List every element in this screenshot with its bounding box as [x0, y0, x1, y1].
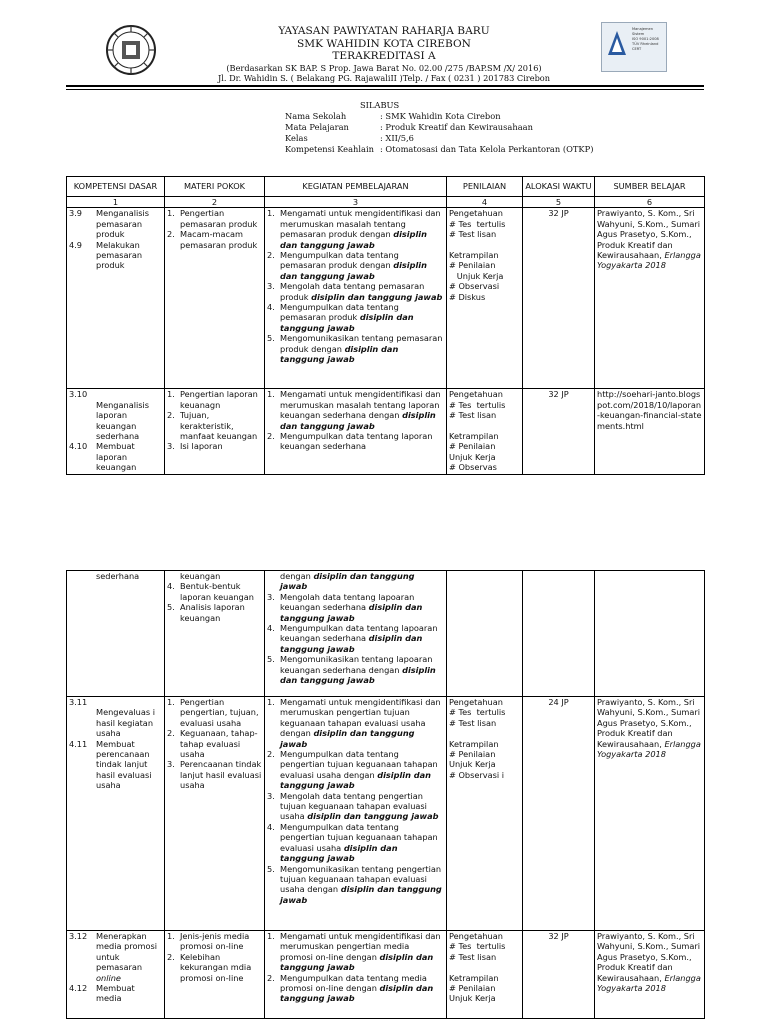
cert-line: ISO 9001:2008 — [632, 37, 659, 41]
assessment-line: # Test lisan — [449, 410, 497, 421]
assessment-line — [449, 240, 520, 250]
assessment-line: # Diskus — [449, 291, 486, 302]
assessment-line — [449, 421, 520, 431]
materi-cell — [165, 697, 265, 931]
list-item — [167, 581, 262, 602]
item-number: 3.12 — [69, 931, 88, 941]
assessment-line: Pengetahuan — [449, 208, 503, 219]
assessment-line: Pengetahuan — [449, 697, 503, 707]
item-number: 4.10 — [69, 441, 88, 452]
syllabus-table-2 — [66, 570, 705, 1019]
list-item — [267, 931, 444, 973]
table-row — [67, 389, 705, 475]
item-number: 3. — [167, 759, 175, 770]
cert-line: CERT — [632, 47, 642, 51]
list-item — [167, 697, 262, 728]
item-text: Mengumpulkan data tentang pemasaran produk disiplin dan tanggung jawab — [280, 302, 414, 333]
item-number: 5. — [267, 863, 275, 874]
item-number: 3.10 — [69, 389, 88, 400]
item-emphasis: disiplin dan tanggung jawab — [280, 769, 431, 791]
materi-cell — [165, 931, 265, 1019]
col-number: 6 — [595, 197, 705, 208]
sumber-cell — [595, 208, 705, 389]
item-text: Keguanaan, tahap-tahap evaluasi usaha — [180, 728, 258, 760]
item-number: 5. — [267, 654, 275, 665]
list-item — [267, 333, 444, 364]
list-item — [167, 602, 262, 623]
list-item — [267, 749, 444, 791]
assessment-line: Unjuk Kerja — [449, 270, 504, 281]
item-number: 4. — [267, 302, 275, 313]
meta-value: : Otomatosasi dan Tata Kelola Perkantoran (OTKP) — [380, 144, 594, 154]
header-penilaian: PENILAIAN — [447, 177, 523, 197]
item-number: 2. — [167, 410, 175, 421]
col-number: 1 — [67, 197, 165, 208]
item-text: Mengevaluas i hasil kegiatan usaha — [96, 707, 156, 739]
meta-value: : Produk Kreatif dan Kewirausahaan — [380, 122, 533, 132]
list-item — [267, 864, 444, 906]
item-text: Menganalisis laporan keuangan sederhana — [96, 399, 150, 442]
syllabus-table-1 — [66, 176, 705, 475]
item-number: 2. — [267, 972, 275, 983]
item-emphasis: disiplin dan tanggung jawab — [280, 983, 434, 1004]
item-text: Mengomunikasikan tentang lapoaran keuangan sederhana dengan disiplin dan tanggung jawab — [280, 654, 436, 686]
penilaian-cell — [447, 208, 523, 389]
accreditation: TERAKREDITASI A — [332, 50, 436, 62]
item-emphasis: disiplin dan tanggung jawab — [280, 343, 399, 365]
table-row — [67, 697, 705, 931]
item-emphasis: disiplin dan tanggung jawab — [280, 884, 442, 905]
item-text: Mengolah data tentang pemasaran produk disiplin dan tanggung jawab — [280, 281, 443, 302]
item-number — [69, 400, 96, 442]
item-number: 3. — [267, 281, 275, 292]
item-number — [69, 973, 96, 983]
item-number: 2. — [267, 250, 275, 261]
list-item — [69, 697, 162, 707]
list-item — [167, 952, 262, 983]
assessment-line: Pengetahuan — [449, 931, 503, 941]
list-item — [167, 931, 262, 952]
sumber-publisher: Erlangga Yogyakarta 2018 — [597, 738, 701, 760]
item-number: 1. — [167, 389, 175, 400]
item-emphasis: disiplin dan tanggung jawab — [280, 842, 398, 864]
assessment-line: # Observasi i — [449, 769, 505, 780]
cert-line: Manajemen — [632, 27, 653, 31]
meta-value: : SMK Wahidin Kota Cirebon — [380, 111, 501, 121]
kd-cell — [67, 208, 165, 389]
penilaian-cell — [447, 571, 523, 697]
item-text: Tujuan, kerakteristik, manfaat keuangan — [180, 410, 258, 442]
sumber-text: http://soehari-janto.blogspot.com/2018/10/laporan-keuangan-financial-statements.html — [597, 389, 702, 431]
kegiatan-cell — [265, 389, 447, 475]
item-number: 1. — [167, 931, 175, 941]
item-number: 1. — [267, 208, 275, 219]
item-text: Menganalisis pemasaran produk — [96, 208, 150, 240]
item-emphasis: disiplin dan tanggung jawab — [307, 811, 439, 822]
assessment-line: Unjuk Kerja — [449, 451, 496, 462]
item-text — [96, 389, 162, 399]
assessment-line: # Test lisan — [449, 229, 497, 240]
list-item — [167, 571, 262, 581]
assessment-line: # Test lisan — [449, 717, 497, 728]
list-item — [69, 707, 162, 738]
item-text: Pengertian laporan keuanagn — [180, 389, 258, 410]
assessment-line: # Test lisan — [449, 951, 497, 962]
item-text: Menerapkan media promosi untuk pemasaran — [96, 931, 158, 973]
waktu-cell: 32 JP — [523, 208, 595, 389]
item-number: 4.11 — [69, 738, 88, 749]
list-item — [69, 931, 162, 973]
item-number: 5. — [267, 333, 275, 344]
item-text: Analisis laporan keuangan — [180, 602, 245, 623]
list-item — [69, 240, 162, 271]
item-text: Membuat media — [96, 983, 135, 1004]
kegiatan-cell — [265, 208, 447, 389]
item-number: 1. — [267, 389, 275, 400]
item-text: Macam-macam pemasaran produk — [180, 229, 258, 250]
assessment-line — [449, 728, 520, 738]
assessment-line: # Penilaian — [449, 749, 496, 760]
col-number: 4 — [447, 197, 523, 208]
item-text: Membuat laporan keuangan — [96, 441, 137, 473]
list-item — [167, 389, 262, 410]
penilaian-cell — [447, 931, 523, 1019]
list-item — [267, 791, 444, 822]
item-text: Mengumpulkan data tentang pengertian tujuan keguanaan tahapan evaluasi usaha disiplin dan tanggung jawab — [280, 821, 438, 864]
assessment-line: Ketrampilan — [449, 972, 499, 983]
assessment-line — [449, 962, 520, 972]
item-number: 4.9 — [69, 239, 83, 250]
table-number-row — [67, 197, 705, 208]
waktu-cell — [523, 571, 595, 697]
assessment-line: # Tes tertulis — [449, 399, 506, 410]
meta-row — [285, 122, 593, 133]
assessment-line: # Tes tertulis — [449, 707, 506, 718]
item-text: Melakukan pemasaran produk — [96, 239, 143, 271]
item-number: 1. — [167, 697, 175, 707]
item-text: Jenis-jenis media promosi on-line — [180, 931, 250, 952]
item-number: 3. — [267, 790, 275, 801]
item-text: Mengolah data tentang lapoaran keuangan sederhana disiplin dan tanggung jawab — [280, 591, 423, 623]
item-text: keuangan — [180, 571, 221, 581]
cert-line: TÜV Rheinland — [632, 42, 659, 46]
kegiatan-cell — [265, 697, 447, 931]
list-item — [167, 410, 262, 441]
item-number: 2. — [167, 728, 175, 739]
item-number — [167, 571, 180, 581]
list-item — [69, 400, 162, 442]
col-number: 5 — [523, 197, 595, 208]
list-item — [267, 250, 444, 281]
sumber-publisher: Erlangga Yogyakarta 2018 — [597, 250, 701, 271]
list-item — [267, 697, 444, 749]
list-item — [69, 973, 162, 983]
assessment-line: Ketrampilan — [449, 431, 499, 442]
list-item — [267, 592, 444, 623]
item-emphasis: disiplin dan tanggung jawab — [280, 260, 427, 281]
header-sumber: SUMBER BELAJAR — [595, 177, 705, 197]
sumber-text: Prawiyanto, S. Kom., Sri Wahyuni, S.Kom., Sumari Agus Prasetyo, S.Kom., Produk Kreatif dan Kewirausahaan, — [597, 697, 701, 749]
item-text: sederhana — [96, 571, 140, 581]
item-text — [96, 697, 162, 707]
assessment-line: # Penilaian — [449, 983, 496, 994]
list-item — [267, 623, 444, 654]
assessment-line: # Tes tertulis — [449, 218, 506, 229]
list-item — [267, 431, 444, 452]
meta-label: Kelas — [285, 133, 308, 143]
assessment-line: # Tes tertulis — [449, 941, 506, 952]
sumber-cell — [595, 389, 705, 475]
item-text: Mengumpulkan data tentang lapoaran keuangan sederhana disiplin dan tanggung jawab — [280, 623, 438, 654]
item-text: Mengumpulkan data tentang pemasaran produk dengan disiplin dan tanggung jawab — [280, 250, 427, 281]
item-text: Pengertian pemasaran produk — [180, 208, 258, 229]
header-materi: MATERI POKOK — [165, 177, 265, 197]
item-number: 2. — [167, 229, 175, 240]
item-text: Mengumpulkan data tentang laporan keuangan sederhana — [280, 431, 433, 452]
meta-row — [285, 133, 593, 144]
header-rule — [66, 89, 704, 90]
list-item — [267, 654, 444, 685]
meta-label: Mata Pelajaran — [285, 122, 349, 132]
item-emphasis: disiplin dan tanggung jawab — [280, 410, 436, 431]
waktu-cell: 32 JP — [523, 389, 595, 475]
waktu-cell: 24 JP — [523, 697, 595, 931]
kd-cell — [67, 697, 165, 931]
kegiatan-emphasis: disiplin dan tanggung jawab — [280, 571, 415, 592]
list-item — [69, 571, 162, 581]
item-text: Bentuk-bentuk laporan keuangan — [180, 581, 254, 602]
item-number: 2. — [267, 749, 275, 760]
header-kd: KOMPETENSI DASAR — [67, 177, 165, 197]
assessment-line: Pengetahuan — [449, 389, 503, 400]
item-emphasis: disiplin dan tanggung jawab — [280, 951, 434, 973]
item-text: Kelebihan kekurangan mdia promosi on-line — [180, 951, 252, 983]
materi-cell — [165, 571, 265, 697]
assessment-line: # Observasi — [449, 281, 500, 292]
list-item — [167, 441, 262, 451]
item-number: 4. — [167, 581, 175, 592]
item-number: 1. — [267, 697, 275, 707]
sumber-publisher: Erlangga Yogyakarta 2018 — [597, 972, 701, 994]
list-item — [69, 389, 162, 399]
list-item — [167, 229, 262, 250]
sumber-cell — [595, 697, 705, 931]
meta-block — [285, 111, 593, 155]
item-number: 4. — [267, 623, 275, 634]
assessment-line: Unjuk Kerja — [449, 993, 496, 1004]
penilaian-cell — [447, 389, 523, 475]
waktu-cell: 32 JP — [523, 931, 595, 1019]
item-emphasis: disiplin dan tanggung jawab — [311, 291, 443, 302]
table-header-row — [67, 177, 705, 197]
assessment-line: # Observas — [449, 462, 497, 473]
item-number: 3.11 — [69, 697, 88, 707]
list-item — [69, 739, 162, 791]
meta-label: Nama Sekolah — [285, 111, 347, 121]
item-number: 3. — [167, 441, 175, 452]
kd-cell — [67, 931, 165, 1019]
assessment-line: Ketrampilan — [449, 738, 499, 749]
header-rule — [66, 85, 704, 87]
doc-title: SILABUS — [360, 100, 400, 110]
kd-cell — [67, 389, 165, 475]
list-item — [267, 281, 444, 302]
assessment-line: # Penilaian — [449, 441, 496, 452]
decree-line: (Berdasarkan SK BAP. S Prop. Jawa Barat No. 02.00 /275 /BAP.SM /X/ 2016) — [226, 63, 542, 73]
list-item — [267, 302, 444, 333]
list-item — [267, 389, 444, 431]
item-text: Pengertian pengertian, tujuan, evaluasi usaha — [180, 697, 259, 728]
org-name: YAYASAN PAWIYATAN RAHARJA BARU — [278, 25, 490, 37]
col-number: 3 — [265, 197, 447, 208]
kegiatan-cell — [265, 571, 447, 697]
item-text: Mengumpulkan data tentang media promosi on-line dengan disiplin dan tanggung jawab — [280, 972, 434, 1004]
item-text: Mengolah data tentang pengertian tujuan keguanaan tahapan evaluasi usaha disiplin dan tanggung jawab — [280, 790, 439, 822]
item-emphasis: disiplin dan tanggung jawab — [280, 664, 436, 686]
cert-line: Sistem — [632, 32, 645, 36]
item-number: 5. — [167, 602, 175, 613]
meta-row — [285, 111, 593, 122]
meta-label: Kompetensi Keahlain — [285, 144, 374, 154]
sumber-text: Prawiyanto, S. Kom., Sri Wahyuni, S.Kom., Sumari Agus Prasetyo, S.Kom., Produk Kreatif dan Kewirausahaan, — [597, 208, 701, 261]
item-text: Mengamati untuk mengidentifikasi dan merumuskan masalah tentang laporan keuangan sederhana dengan disiplin dan tanggung jawab — [280, 389, 441, 431]
item-number: 2. — [267, 431, 275, 442]
sumber-cell — [595, 571, 705, 697]
item-emphasis: disiplin dan tanggung jawab — [280, 312, 414, 333]
item-emphasis: disiplin dan tanggung jawab — [280, 602, 423, 623]
item-number — [69, 571, 96, 581]
list-item — [267, 208, 444, 250]
item-number: 3.9 — [69, 208, 83, 219]
kd-cell — [67, 571, 165, 697]
address-line: Jl. Dr. Wahidin S. ( Belakang PG. RajawaliII )Telp. / Fax ( 0231 ) 201783 Cirebon — [217, 73, 551, 83]
list-item — [69, 983, 162, 1004]
list-item — [167, 759, 262, 790]
item-text: Mengomunikasikan tentang pemasaran produk dengan disiplin dan tanggung jawab — [280, 333, 443, 365]
table-row — [67, 571, 705, 697]
list-item — [167, 728, 262, 759]
assessment-line: # Penilaian — [449, 260, 496, 271]
header-kegiatan: KEGIATAN PEMBELAJARAN — [265, 177, 447, 197]
item-text: Perencaanan tindak lanjut hasil evaluasi usaha — [180, 759, 262, 791]
col-number: 2 — [165, 197, 265, 208]
materi-cell — [165, 208, 265, 389]
item-text: Mengamati untuk mengidentifikasi dan merumuskan masalah tentang pemasaran produk dengan disiplin dan tanggung jawab — [280, 208, 441, 250]
assessment-line: Unjuk Kerja — [449, 759, 496, 770]
item-emphasis: disiplin dan tanggung jawab — [280, 728, 415, 749]
materi-cell — [165, 389, 265, 475]
table-row — [67, 931, 705, 1019]
item-emphasis: disiplin dan tanggung jawab — [280, 633, 423, 654]
item-number — [69, 707, 96, 738]
item-number: 1. — [167, 208, 175, 219]
table-row — [67, 208, 705, 389]
list-item — [69, 441, 162, 472]
assessment-line: Ketrampilan — [449, 250, 499, 261]
item-text: Mengamati untuk mengidentifikasi dan merumuskan pengertian tujuan keguanaan tahapan evaluasi usaha dengan disiplin dan tanggung jawab — [280, 697, 441, 749]
kegiatan-cell — [265, 931, 447, 1019]
meta-value: : XII/5,6 — [380, 133, 414, 143]
item-text: Mengumpulkan data tentang pengertian tujuan keguanaan tahapan evaluasi usaha dengan disiplin dan tanggung jawab — [280, 749, 438, 791]
list-item — [267, 973, 444, 1004]
list-item — [267, 822, 444, 864]
item-number: 4. — [267, 821, 275, 832]
header-waktu: ALOKASI WAKTU — [523, 177, 595, 197]
item-number: 4.12 — [69, 983, 88, 994]
item-text: Mengomunikasikan tentang pengertian tujuan keguanaan tahapan evaluasi usaha dengan disiplin dan tanggung jawab — [280, 863, 442, 905]
sumber-text: Prawiyanto, S. Kom., Sri Wahyuni, S.Kom., Sumari Agus Prasetyo, S.Kom., Produk Kreatif dan Kewirausahaan, — [597, 931, 701, 983]
kegiatan-text: dengan — [280, 571, 311, 581]
item-emphasis: disiplin dan tanggung jawab — [280, 229, 427, 250]
kegiatan-continuation — [267, 571, 444, 592]
item-number: 2. — [167, 951, 175, 962]
item-number: 1. — [267, 931, 275, 941]
school-name: SMK WAHIDIN KOTA CIREBON — [297, 38, 471, 50]
sumber-cell — [595, 931, 705, 1019]
item-text: Isi laporan — [180, 441, 223, 452]
list-item — [69, 208, 162, 239]
item-text: online — [96, 972, 121, 983]
meta-row — [285, 144, 593, 155]
item-text: Membuat perencanaan tindak lanjut hasil evaluasi usaha — [96, 738, 152, 791]
penilaian-cell — [447, 697, 523, 931]
item-number: 3. — [267, 591, 275, 602]
list-item — [167, 208, 262, 229]
item-text: Mengamati untuk mengidentifikasi dan merumuskan pengertian media promosi on-line dengan disiplin dan tanggung jawab — [280, 931, 441, 973]
